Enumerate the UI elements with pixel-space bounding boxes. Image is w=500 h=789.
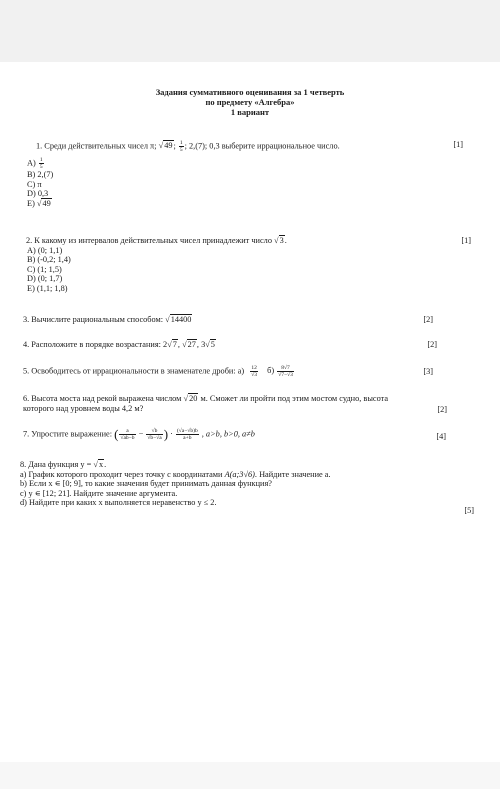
question-3: 3. Вычислите рациональным способом: √14400 [2] (23, 315, 433, 324)
top-margin (0, 0, 500, 62)
question-6-points: [2] (437, 405, 447, 414)
bottom-margin (0, 762, 500, 789)
document-header (0, 87, 500, 117)
header-line-1: Задания суммативного оценивания за 1 четверть (155, 87, 345, 97)
question-8-part-a: а) График которого проходит через точку с координатами A(a;3√6). Найдите значение a. (20, 469, 331, 479)
document-page (0, 62, 500, 762)
question-5: 5. Освободитесь от иррациональности в знаменателе дроби: а) $\frac{12}{√3}$ б) $\frac{8√7}{√7-√3}$ [3] (23, 365, 433, 378)
question-8-title: 8. Дана функция y = √x. (20, 460, 107, 469)
sqrt-49: √49 (158, 141, 173, 151)
question-3-points: [2] (423, 315, 433, 324)
q1-option-b: B) 2,(7) (27, 170, 54, 179)
question-8-part-b: b) Если x ∊ [0; 9], то какие значения будет принимать данная функция? (20, 479, 272, 489)
question-8-part-d: d) Найдите при каких x выполняется неравенство y ≤ 2. (20, 498, 217, 508)
fraction-1-5: $\frac{1}{5}$ (179, 140, 183, 153)
q7-fraction-1: $\frac{a}{√ab-b}$ (120, 428, 135, 441)
question-1-points: [1] (453, 140, 463, 149)
q1-option-e: E) √49 (27, 198, 51, 208)
q1-option-d: D) 0,3 (27, 189, 49, 199)
header-line-2: по предмету «Алгебра» (205, 97, 295, 107)
question-4-points: [2] (427, 340, 437, 349)
q2-option-d: D) (0; 1,7) (27, 274, 63, 284)
sqrt-14400: √14400 (165, 315, 192, 324)
question-7-points: [4] (436, 432, 446, 441)
question-2-points: [1] (461, 236, 471, 245)
question-6: 6. Высота моста над рекой выражена числом √20 м. Сможет ли пройти под этим мостом судно, высота которого над уровнем воды 4,2 м? [2] (23, 394, 463, 413)
question-4: 4. Расположите в порядке возрастания: 2√7, √27, 3√5 [2] (23, 340, 437, 349)
q1-option-c: C) π (27, 179, 42, 189)
question-2-text: 2. К какому из интервалов действительных чисел принадлежит число √3. (26, 236, 287, 245)
q1-option-a: A) $\frac{1}{5}$ (27, 157, 43, 170)
q7-fraction-3: $\frac{(√a-√b)b}{a+b}$ (176, 428, 198, 441)
q2-option-b: B) (-0,2; 1,4) (27, 255, 71, 265)
q2-option-e: E) (1,1; 1,8) (27, 283, 68, 293)
question-8-points: [5] (464, 506, 474, 515)
question-1 (23, 140, 463, 208)
q2-option-a: A) (0; 1,1) (27, 245, 63, 255)
question-8 (20, 460, 474, 515)
question-7: 7. Упростите выражение: ( $\frac{a}{√ab-b}$ − $\frac{√b}{√b-√a}$ ) · $\frac{(√a-√b)b}{a+b}$ , a>b, b>0, a≠b [4] (23, 426, 446, 442)
question-2 (23, 236, 471, 294)
q7-fraction-2: $\frac{√b}{√b-√a}$ (147, 428, 162, 441)
q2-option-c: C) (1; 1,5) (27, 264, 62, 274)
question-6-line-2: которого над уровнем воды 4,2 м? (23, 403, 144, 413)
header-line-3: 1 вариант (230, 107, 270, 117)
question-8-part-c: c) y ∊ [12; 21]. Найдите значение аргумента. (20, 488, 178, 498)
q5-fraction-b: $\frac{8√7}{√7-√3}$ (278, 365, 293, 378)
question-5-points: [3] (423, 367, 433, 376)
q5-fraction-a: $\frac{12}{√3}$ (251, 365, 258, 378)
question-1-text: 1. Среди действительных чисел π; √49; $\frac{1}{5}$ ; 2,(7); 0,3 выберите иррациональное число. (36, 140, 340, 153)
